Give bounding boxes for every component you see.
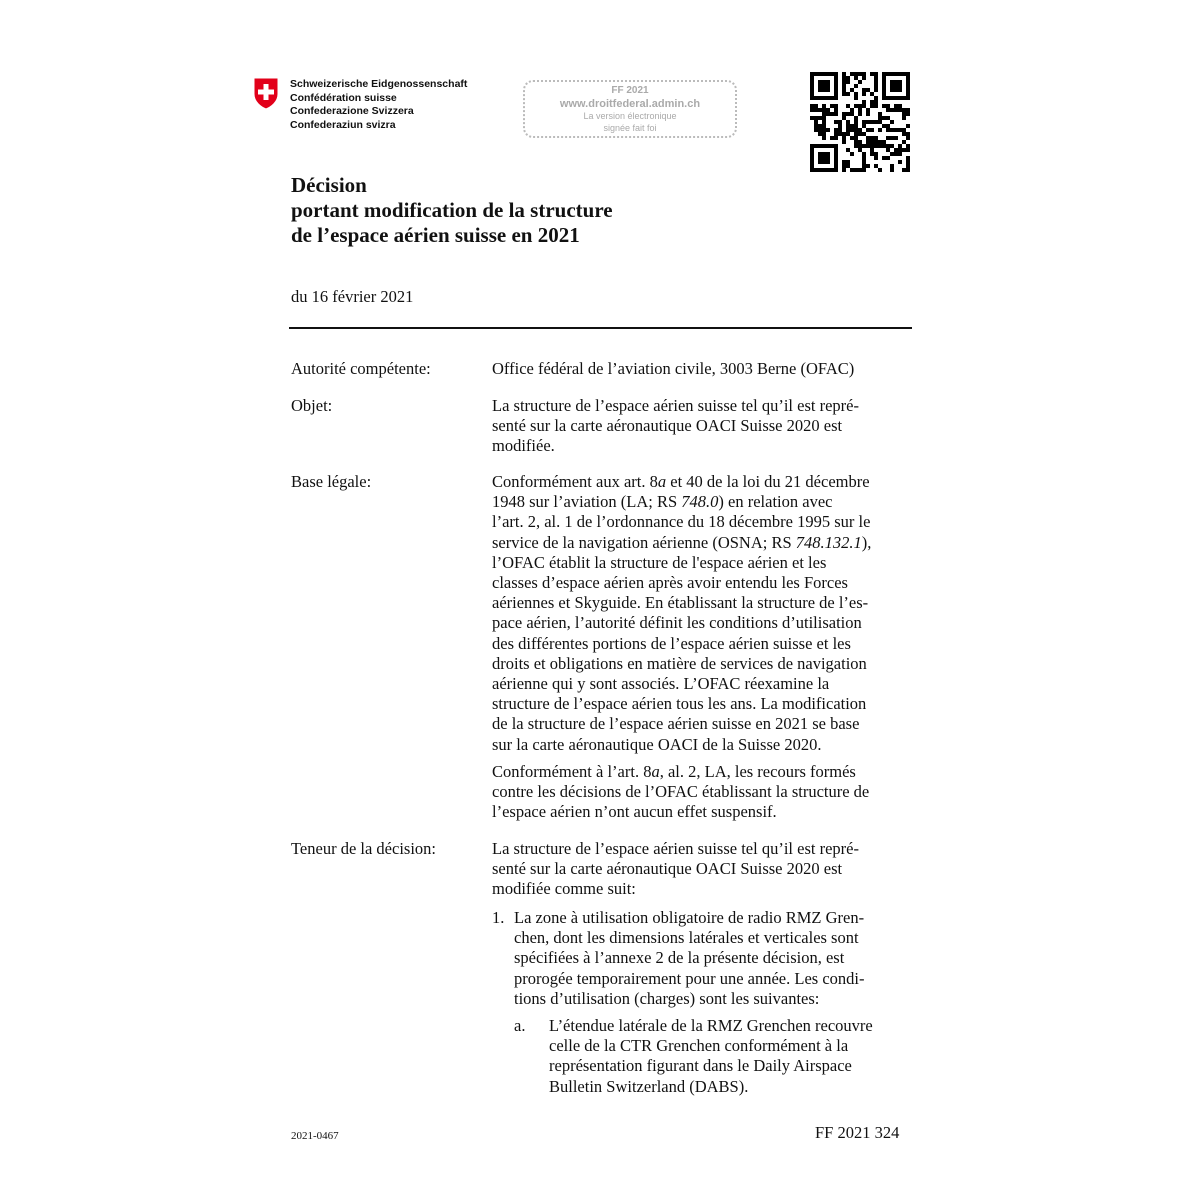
sub-item-line: celle de la CTR Grenchen conformément à la [549, 1036, 849, 1056]
legal-reference-la: 748.0 [681, 492, 719, 512]
electronic-signature-stamp [523, 80, 737, 138]
legal-line: des différentes portions de l’espace aérien suisse et les [492, 633, 851, 653]
list-item-1 [514, 908, 914, 1009]
legal-line: l’espace aérien n’ont aucun effet suspensif. [492, 802, 777, 822]
legal-line: de la structure de l’espace aérien suisse en 2021 se base [492, 714, 860, 734]
legal-line: 1948 sur l’aviation (LA; RS 748.0) en relation avec [492, 492, 833, 512]
label-object: Objet: [291, 396, 333, 415]
label-decision-content: Teneur de la décision: [291, 839, 436, 858]
sub-item-letter: a. [514, 1016, 526, 1035]
title-line-3: de l’espace aérien suisse en 2021 [291, 223, 580, 247]
legal-line: pace aérien, l’autorité définit les conditions d’utilisation [492, 613, 862, 633]
document-number: 2021-0467 [291, 1130, 339, 1142]
legal-basis-paragraph-2 [492, 762, 917, 823]
list-item-line: La zone à utilisation obligatoire de radio RMZ Gren- [514, 908, 865, 927]
confederation-name-rm: Confederaziun svizra [290, 118, 396, 131]
confederation-names [290, 78, 467, 132]
authority-line: Office fédéral de l’aviation civile, 3003 Berne (OFAC) [492, 359, 855, 378]
stamp-issue: FF 2021 [611, 85, 649, 96]
legal-line: contre les décisions de l’OFAC établissant la structure de [492, 782, 870, 802]
decision-line: senté sur la carte aéronautique OACI Suisse 2020 est [492, 859, 843, 879]
legal-line: aériennes et Skyguide. En établissant la structure de l’es- [492, 593, 869, 613]
legal-line: service de la navigation aérienne (OSNA; RS 748.132.1), [492, 532, 872, 552]
sub-item-a [549, 1016, 914, 1097]
decision-intro [492, 839, 917, 900]
label-legal-basis: Base légale: [291, 472, 372, 491]
stamp-note-1: La version électronique [583, 111, 677, 121]
list-item-line: tions d’utilisation (charges) sont les suivantes: [514, 988, 820, 1008]
legal-reference-osna: 748.132.1 [795, 532, 862, 552]
confederation-name-it: Confederazione Svizzera [290, 105, 414, 117]
confederation-name-de: Schweizerische Eidgenossenschaft [290, 78, 468, 90]
legal-line: classes d’espace aérien après avoir entendu les Forces [492, 573, 848, 593]
list-item-line: prorogée temporairement pour une année. Les condi- [514, 968, 865, 988]
legal-line: Conformément à l’art. 8a, al. 2, LA, les recours formés [492, 762, 856, 781]
title-line-2: portant modification de la structure [291, 198, 613, 222]
legal-line: structure de l’espace aérien tous les ans. La modification [492, 694, 867, 714]
sub-item-line: L’étendue latérale de la RMZ Grenchen recouvre [549, 1016, 873, 1035]
confederation-name-fr: Confédération suisse [290, 91, 397, 104]
list-item-line: spécifiées à l’annexe 2 de la présente décision, est [514, 948, 845, 968]
qr-code-icon [810, 72, 910, 172]
document-title [291, 173, 613, 248]
title-divider [289, 327, 912, 329]
stamp-note-2: signée fait foi [603, 122, 657, 133]
list-item-number: 1. [492, 908, 505, 927]
federal-gazette-reference: FF 2021 324 [815, 1123, 900, 1142]
swiss-coat-of-arms-icon [252, 76, 280, 110]
decision-line: modifiée comme suit: [492, 879, 636, 899]
stamp-url[interactable]: www.droitfederal.admin.ch [559, 98, 701, 110]
object-line: senté sur la carte aéronautique OACI Suisse 2020 est [492, 416, 843, 436]
legal-line: l’art. 2, al. 1 de l’ordonnance du 18 décembre 1995 sur le [492, 512, 871, 532]
sub-item-line: Bulletin Switzerland (DABS). [549, 1076, 749, 1096]
legal-line: aérienne qui y sont associés. L’OFAC réexamine la [492, 674, 830, 694]
document-date: du 16 février 2021 [291, 287, 414, 306]
authority-text [492, 359, 917, 379]
legal-basis-paragraph-1 [492, 472, 917, 755]
legal-line: sur la carte aéronautique OACI de la Suisse 2020. [492, 734, 822, 754]
document-header [252, 70, 912, 180]
sub-item-line: représentation figurant dans le Daily Airspace [549, 1056, 852, 1076]
title-line-1: Décision [291, 173, 367, 197]
label-authority: Autorité compétente: [291, 359, 431, 378]
legal-line: droits et obligations en matière de services de navigation [492, 653, 867, 673]
object-line: modifiée. [492, 436, 555, 456]
list-item-line: chen, dont les dimensions latérales et verticales sont [514, 928, 859, 948]
object-text [492, 396, 917, 457]
legal-line: Conformément aux art. 8a et 40 de la loi du 21 décembre [492, 472, 870, 491]
decision-line: La structure de l’espace aérien suisse tel qu’il est repré- [492, 839, 859, 858]
object-line: La structure de l’espace aérien suisse tel qu’il est repré- [492, 396, 859, 415]
legal-line: l’OFAC établit la structure de l'espace aérien et les [492, 552, 827, 572]
